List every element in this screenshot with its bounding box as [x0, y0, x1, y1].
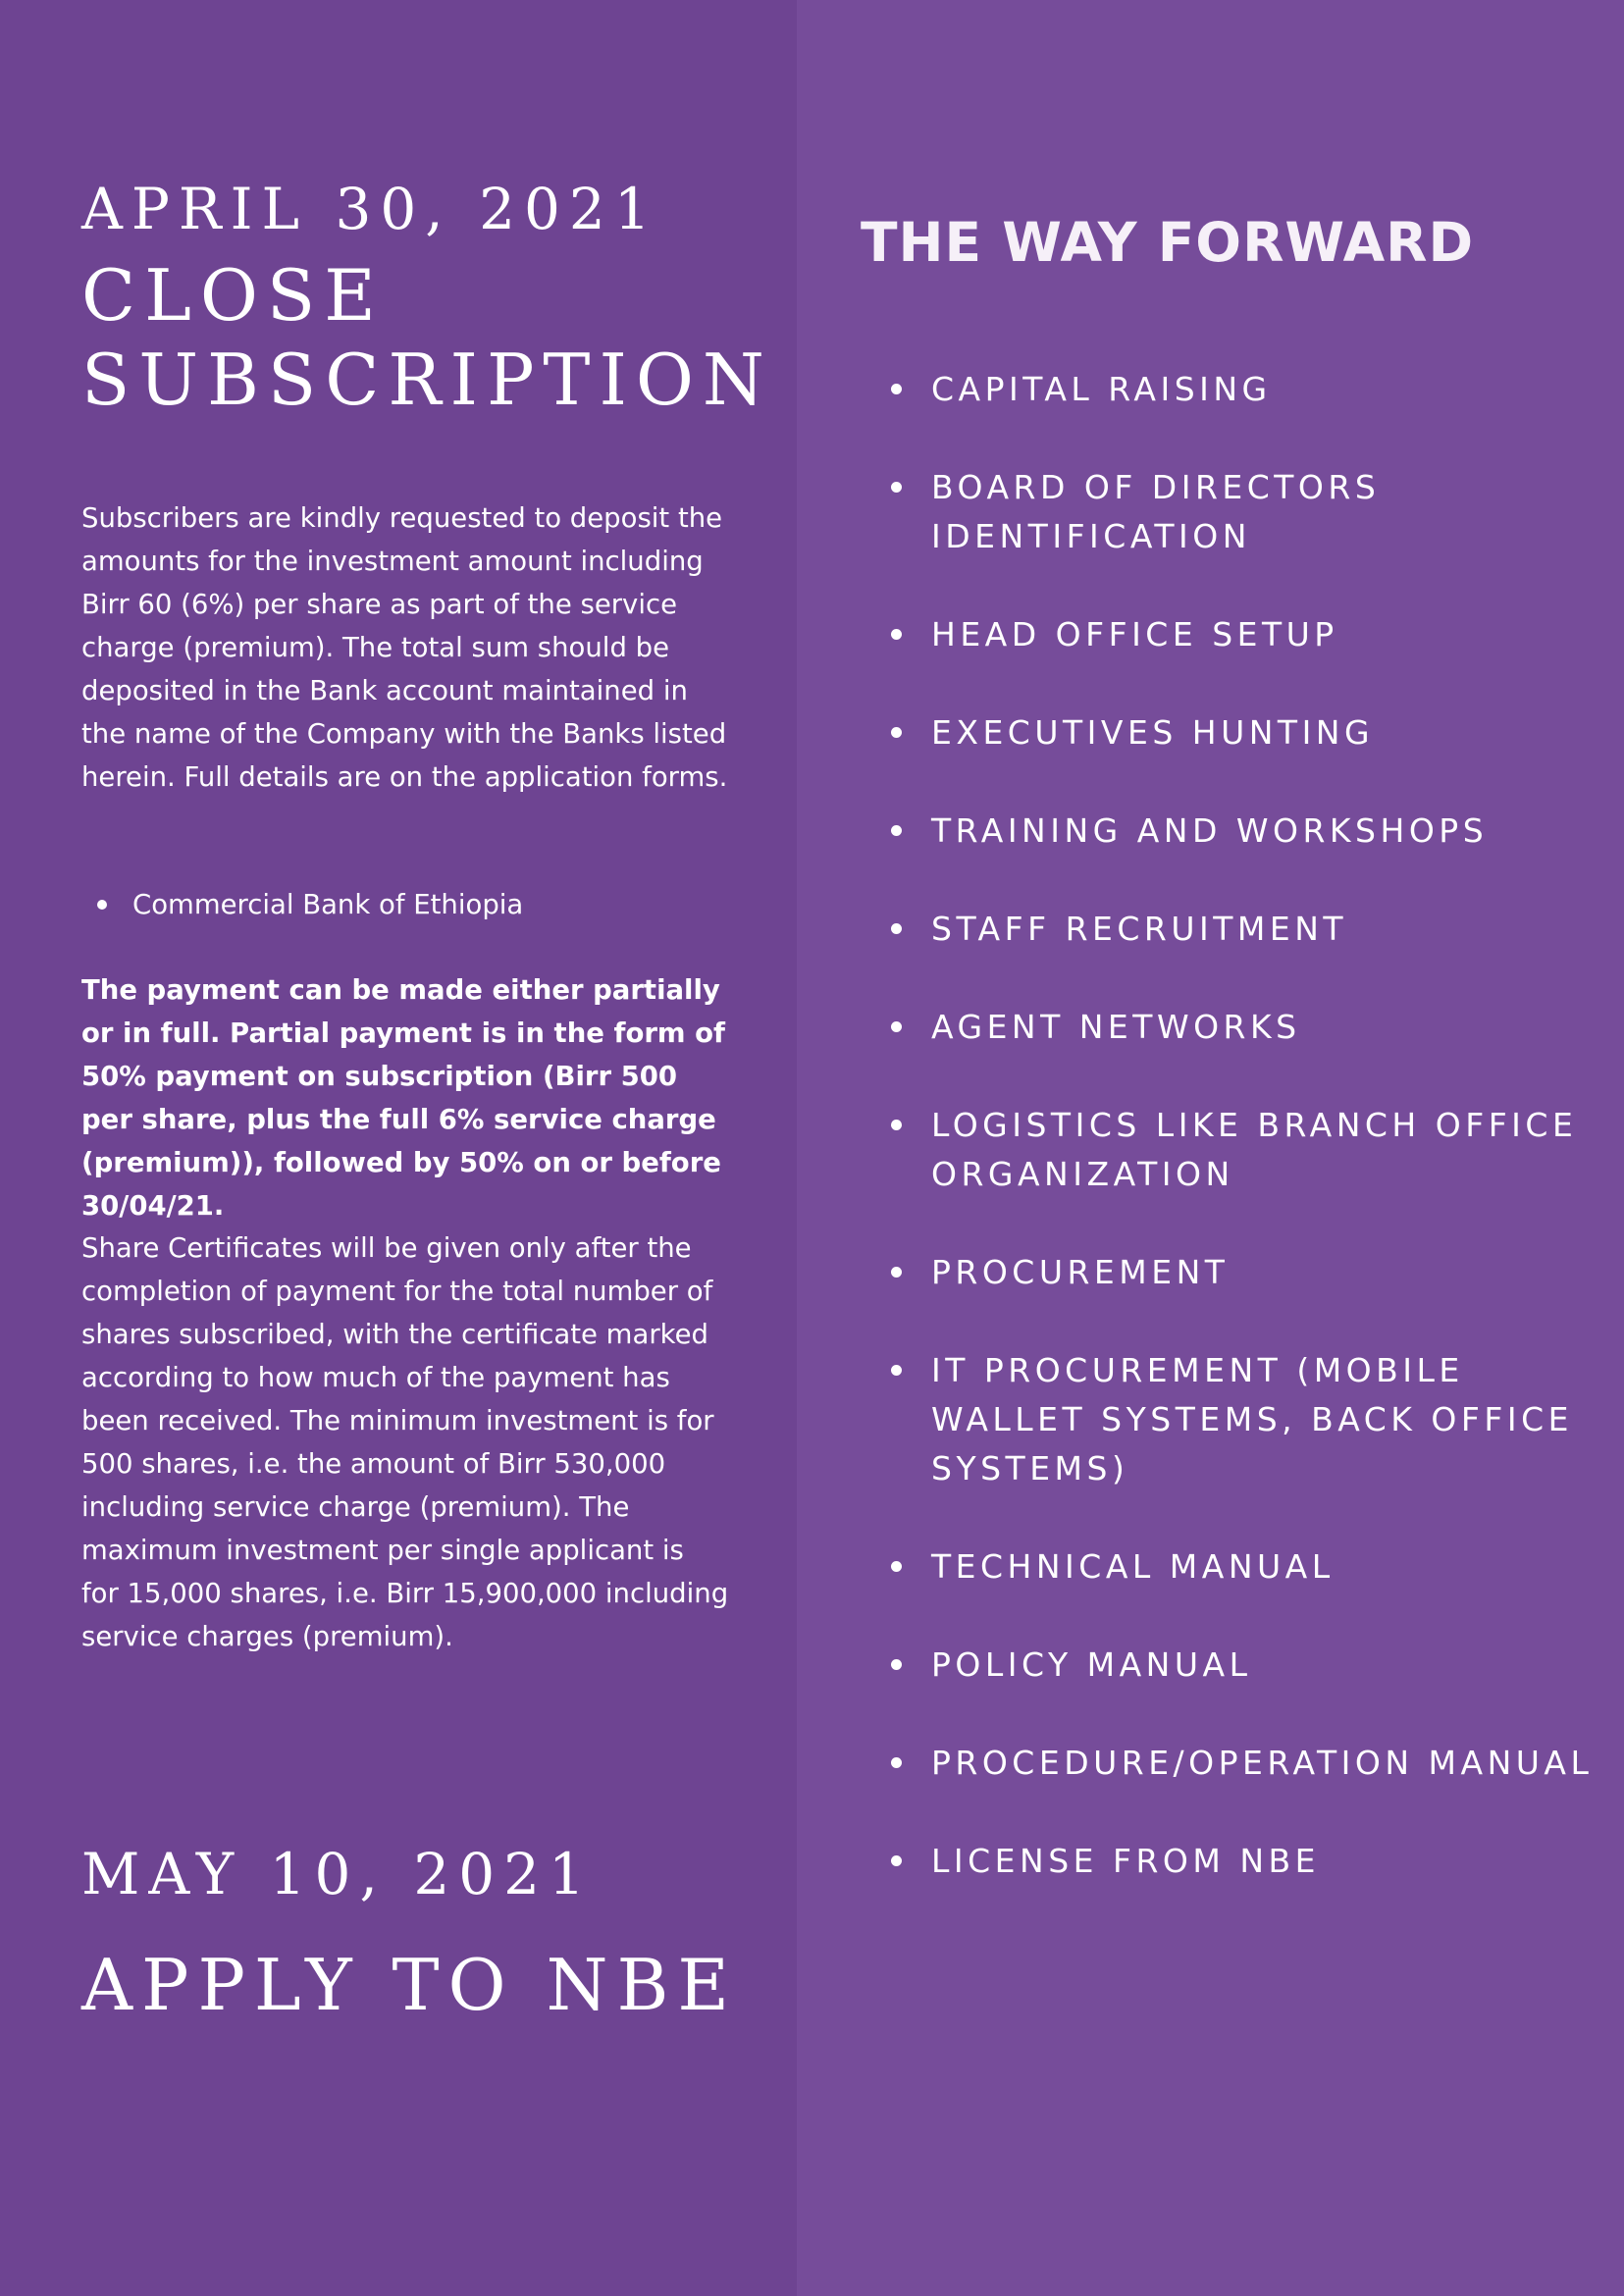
way-forward-list: [861, 365, 1606, 1935]
way-forward-item: TRAINING AND WORKSHOPS: [861, 807, 1606, 856]
way-forward-title: THE WAY FORWARD: [861, 211, 1475, 274]
bank-list: [81, 883, 523, 926]
way-forward-item: TECHNICAL MANUAL: [861, 1542, 1606, 1592]
way-forward-item: EXECUTIVES HUNTING: [861, 708, 1606, 757]
bank-list-item: Commercial Bank of Ethiopia: [81, 883, 523, 926]
way-forward-item: PROCEDURE/OPERATION MANUAL: [861, 1739, 1606, 1788]
way-forward-item: STAFF RECRUITMENT: [861, 905, 1606, 954]
close-title-line-2: SUBSCRIPTION: [81, 339, 773, 421]
close-subscription-title: [81, 253, 788, 422]
close-date-heading: APRIL 30, 2021: [81, 176, 659, 242]
apply-to-nbe-title: APPLY TO NBE: [81, 1944, 738, 2026]
way-forward-item: POLICY MANUAL: [861, 1641, 1606, 1690]
close-title-line-1: CLOSE: [81, 254, 385, 337]
way-forward-item: CAPITAL RAISING: [861, 365, 1606, 414]
deposit-instructions-paragraph: Subscribers are kindly requested to deposit the amounts for the investment amount including Birr 60 (6%) per share as part of the service charge (premium). The total sum should be deposited in the Bank account maintained in the name of the Company with the Banks listed herein. Full details are on the application forms.: [81, 502, 728, 793]
way-forward-item: AGENT NETWORKS: [861, 1003, 1606, 1052]
way-forward-item: LICENSE FROM NBE: [861, 1837, 1606, 1886]
way-forward-item: BOARD OF DIRECTORS IDENTIFICATION: [861, 463, 1606, 561]
way-forward-item: LOGISTICS LIKE BRANCH OFFICE ORGANIZATION: [861, 1101, 1606, 1199]
way-forward-item: IT PROCUREMENT (MOBILE WALLET SYSTEMS, BACK OFFICE SYSTEMS): [861, 1346, 1606, 1493]
share-certificates-paragraph: Share Certificates will be given only after the completion of payment for the total number of shares subscribed, with the certificate marked according to how much of the payment has been received. The minimum investment is for 500 shares, i.e. the amount of Birr 530,000 including service charge (premium). The maximum investment per single applicant is for 15,000 shares, i.e. Birr 15,900,000 including service charges (premium).: [81, 1232, 729, 1652]
way-forward-item: HEAD OFFICE SETUP: [861, 610, 1606, 659]
payment-terms-paragraph: The payment can be made either partially or in full. Partial payment is in the form of 50% payment on subscription (Birr 500 per share, plus the full 6% service charge (premium)), followed by 50% on or before 30/04/21.: [81, 974, 726, 1222]
way-forward-item: PROCUREMENT: [861, 1248, 1606, 1297]
apply-date-heading: MAY 10, 2021: [81, 1841, 594, 1907]
